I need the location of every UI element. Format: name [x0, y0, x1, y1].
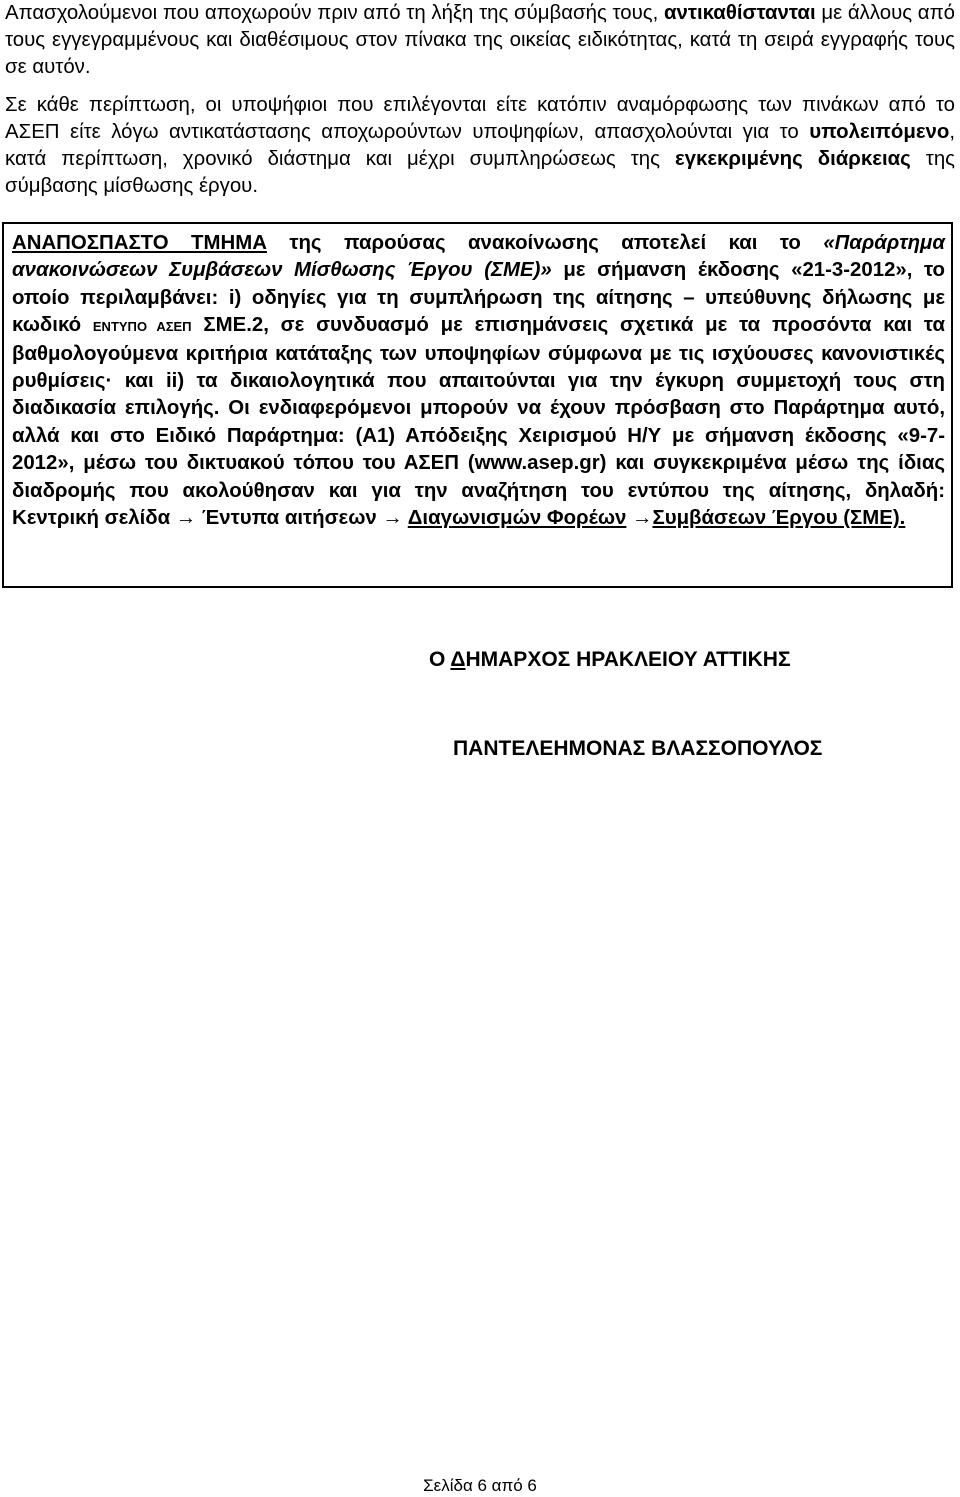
text: της σύμβασης μίσθωσης έργου.	[5, 148, 955, 197]
text: ΣΜΕ.2, σε συνδυασμό με επισημάνσεις σχετικά με τα προσόντα και τα βαθμολογούμενα κριτήρια κατάταξης των υποψηφίων σύμφωνα με τις ισχύουσες κανονιστικές ρυθμίσεις· και ii) τα δικαιολογητικά που απαιτούνται για την έγκυρη συμμετοχή τους στη διαδικασία επιλογής. Οι ενδιαφερόμενοι μπορούν να έχουν πρόσβαση στο Παράρτημα αυτό, αλλά και στο Ειδικό Παράρτημα: (Α1) Απόδειξης Χειρισμού Η/Υ με σήμανση έκδοσης «9-7-2012», μέσω του δικτυακού τόπου του ΑΣΕΠ (www.asep.gr) και συγκεκριμένα μέσω της ίδιας διαδρομής που ακολούθησαν και για την αναζήτηση του εντύπου της αίτησης, δηλαδή: Κεντρική σελίδα	[12, 314, 945, 530]
text: ΗΜΑΡΧΟΣ ΗΡΑΚΛΕΙΟΥ ΑΤΤΙΚΗΣ	[465, 648, 791, 671]
arrow-right-icon: →	[382, 507, 403, 530]
path-segment: Συμβάσεων Έργου (ΣΜΕ).	[652, 507, 906, 530]
text: της παρούσας ανακοίνωσης αποτελεί και το	[266, 232, 824, 254]
mayor-name: ΠΑΝΤΕΛΕΗΜΟΝΑΣ ΒΛΑΣΣΟΠΟΥΛΟΣ	[453, 737, 823, 760]
arrow-right-icon: →	[175, 507, 197, 530]
form-code: ΕΝΤΥΠΟ ΑΣΕΠ	[92, 319, 192, 335]
bold-text: υπολειπόμενο	[809, 121, 950, 143]
text: με σήμανση έκδοσης «21-3-2012», το οποίο περιλαμβάνει: i) οδηγίες για τη συμπλήρωση της αίτησης – υπεύθυνης δήλωσης με κωδικό	[12, 259, 945, 337]
paragraph-duration	[5, 92, 955, 200]
notice-box	[2, 222, 953, 588]
text: , κατά περίπτωση, χρονικό διάστημα και μέχρι συμπληρώσεως της	[5, 121, 955, 170]
bold-text: εγκεκριμένης διάρκειας	[674, 148, 911, 170]
text: με άλλους από τους εγγεγραμμένους και διαθέσιμους στον πίνακα της οικείας ειδικότητας, κατά τη σειρά εγγραφής τους σε αυτόν.	[5, 2, 955, 78]
text: Ο	[429, 648, 451, 671]
text: Σε κάθε περίπτωση, οι υποψήφιοι που επιλέγονται είτε κατόπιν αναμόρφωσης των πινάκων από το ΑΣΕΠ είτε λόγω αντικατάστασης αποχωρούντων υποψηφίων, απασχολούνται για το	[5, 94, 955, 143]
notice-text	[12, 230, 945, 532]
paragraph-replacement	[5, 0, 955, 81]
mayor-title	[429, 648, 791, 672]
text: Έντυπα αιτήσεων	[196, 507, 383, 530]
annex-title: «Παράρτημα ανακοινώσεων Συμβάσεων Μίσθωσης Έργου (ΣΜΕ)»	[12, 232, 945, 282]
notice-heading: ΑΝΑΠΟΣΠΑΣΤΟ ΤΜΗΜΑ	[12, 232, 267, 254]
bold-text: αντικαθίστανται	[663, 2, 816, 24]
text: Απασχολούμενοι που αποχωρούν πριν από τη λήξη της σύμβασής τους,	[5, 2, 664, 24]
arrow-right-icon: →	[632, 507, 653, 530]
text: Δ	[450, 648, 466, 671]
page-number: Σελίδα 6 από 6	[423, 1476, 537, 1495]
path-segment: Διαγωνισμών Φορέων	[407, 507, 627, 530]
page-footer	[0, 1476, 960, 1496]
